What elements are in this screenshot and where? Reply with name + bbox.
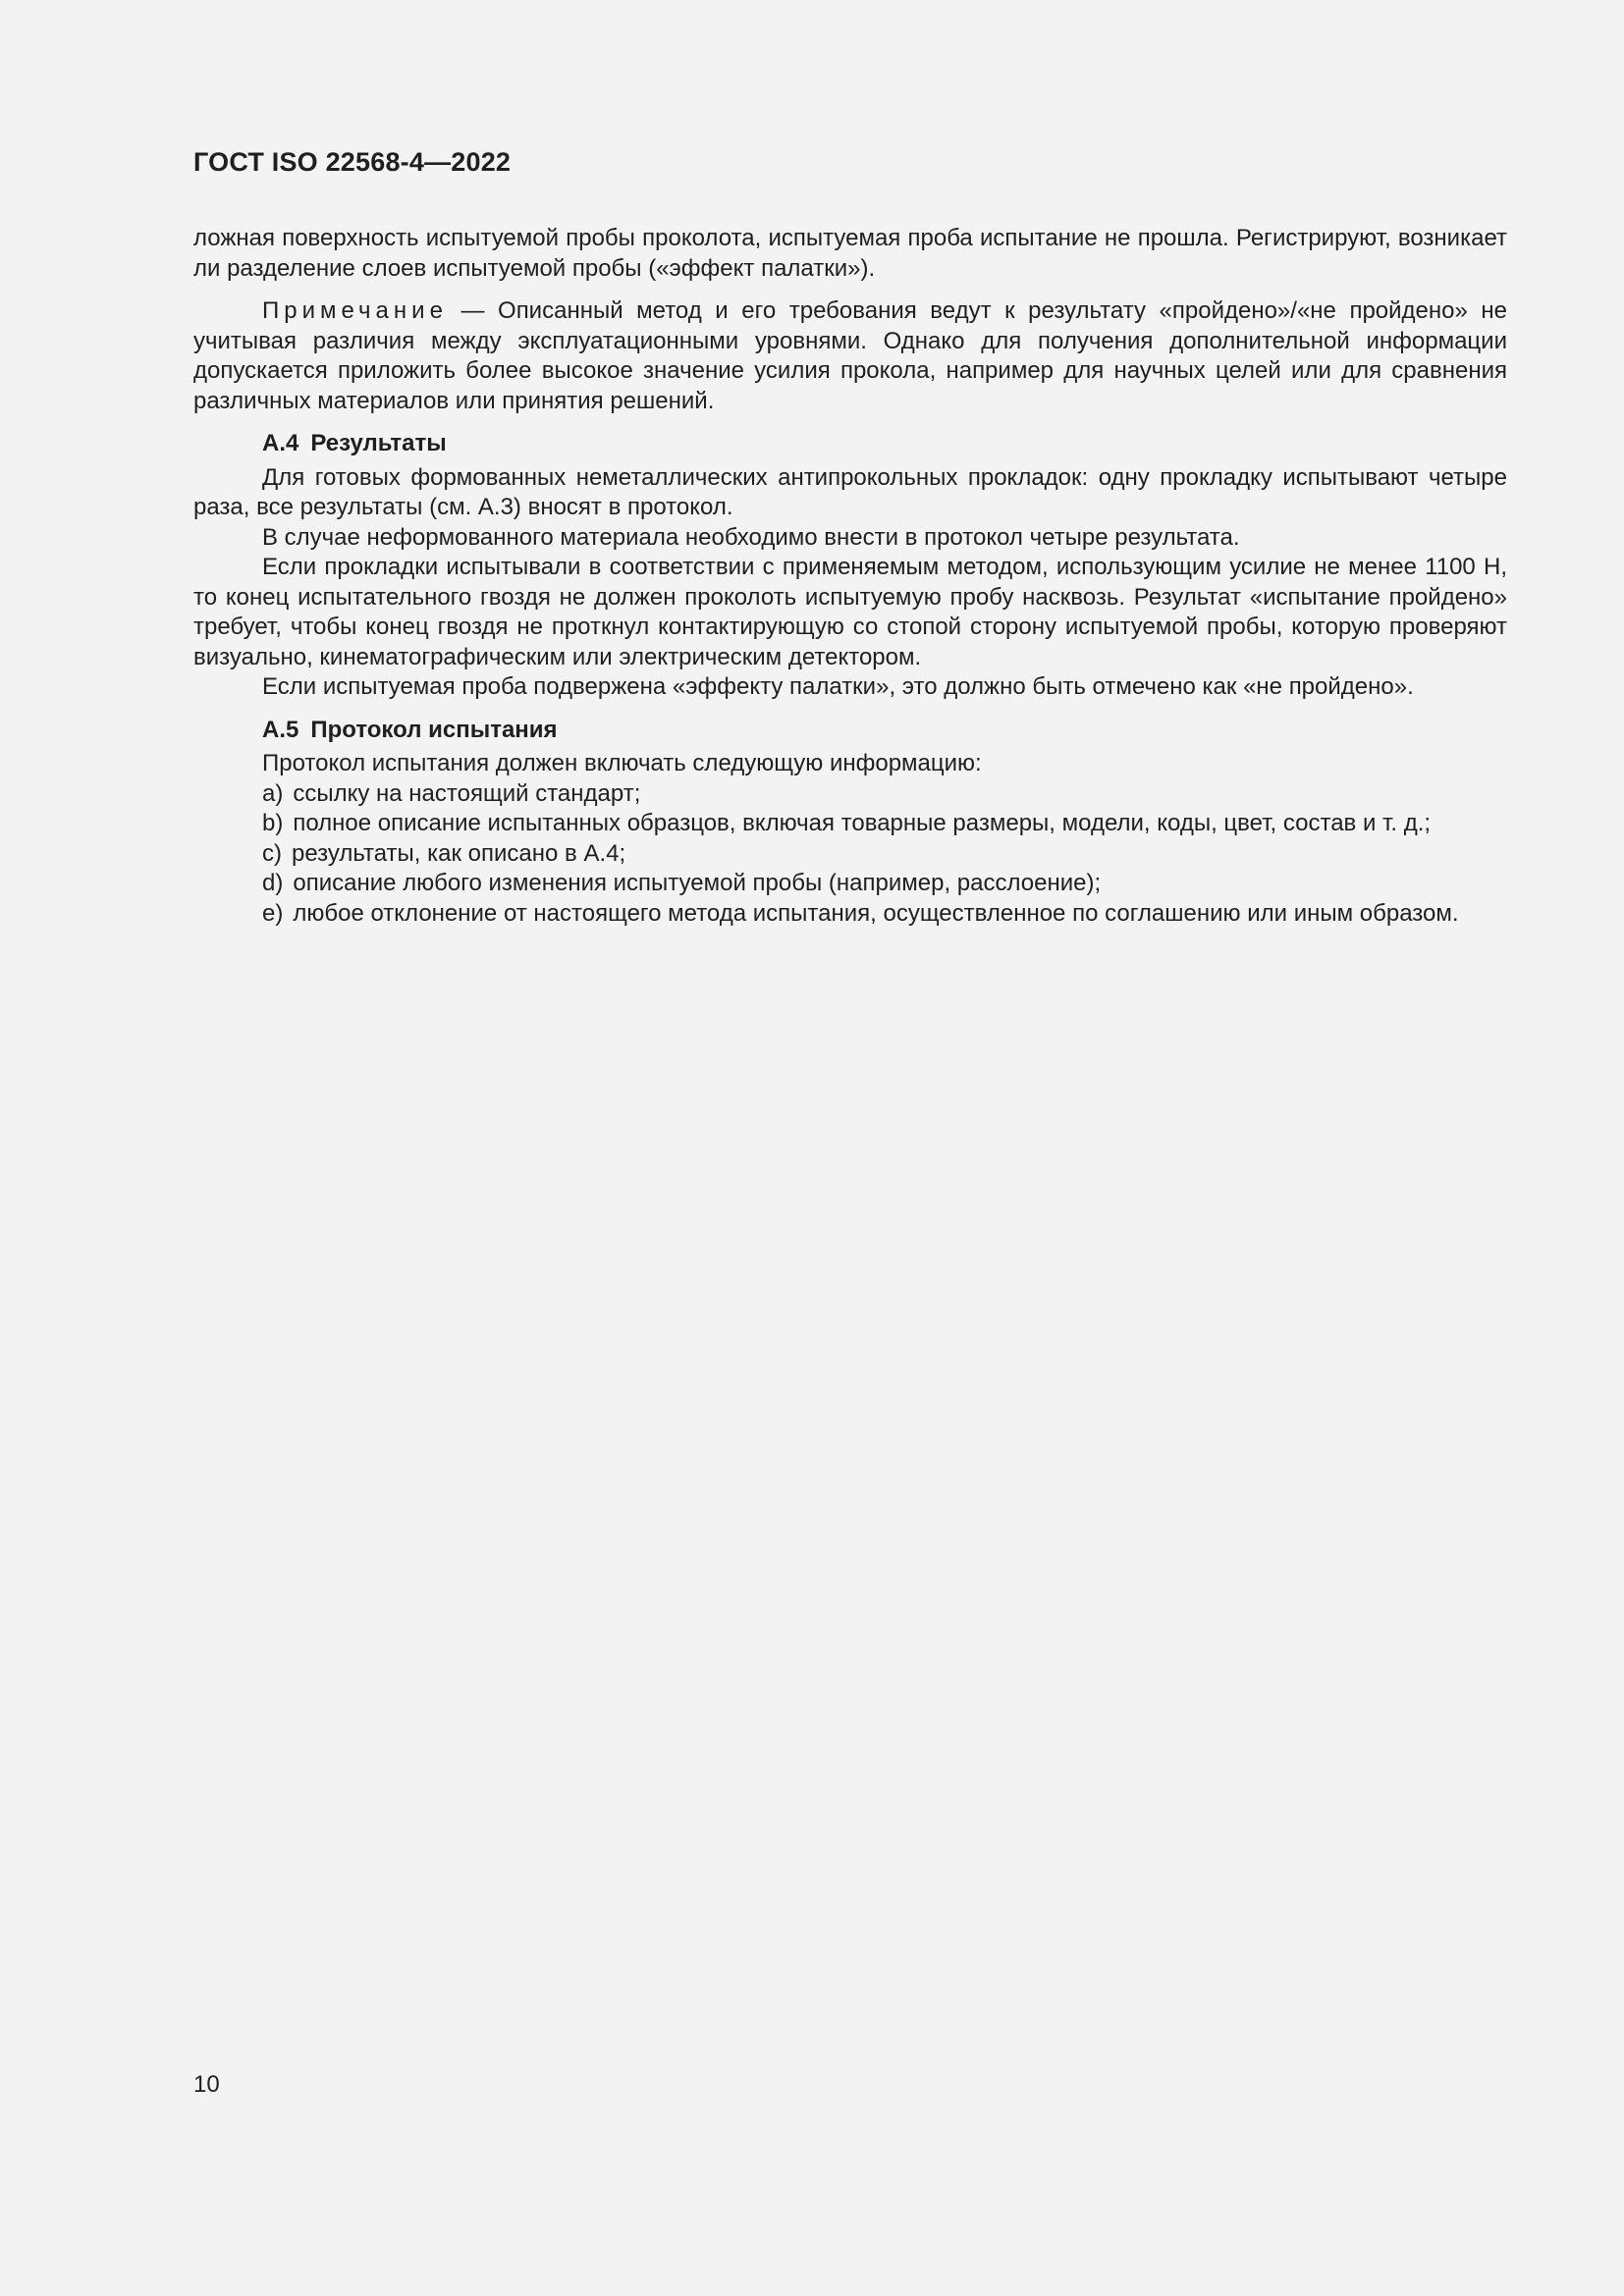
list-item-marker: b) — [262, 810, 284, 836]
section-a4-heading — [193, 429, 1507, 459]
list-item-marker: а) — [262, 779, 284, 807]
document-body — [193, 224, 1507, 929]
list-item-text: полное описание испытанных образцов, включая товарные размеры, модели, коды, цвет, состав и т. д.; — [293, 810, 1432, 836]
list-item-text: любое отклонение от настоящего метода испытания, осуществленное по соглашению или иным образом. — [293, 899, 1459, 927]
list-item — [193, 869, 1507, 899]
list-item — [193, 779, 1507, 810]
section-a4-paragraph-3: Если прокладки испытывали в соответствии с применяемым методом, использующим усилие не менее 1100 Н, то конец испытательного гвоздя не должен проколоть испытуемую пробу насквозь. Результат «испытание пройдено» требует, чтобы конец гвоздя не проткнул контактирующую со стопой сторону испытуемой пробы, которую проверяют визуально, кинематографическим или электрическим детектором. — [193, 554, 1507, 670]
list-item-marker: с) — [262, 839, 282, 867]
list-item-text: описание любого изменения испытуемой пробы (например, расслоение); — [293, 870, 1102, 896]
note-label: Примечание — [262, 297, 448, 324]
note-text: — Описанный метод и его требования ведут к результату «пройдено»/«не пройдено» не учитывая различия между эксплуатационными уровнями. Однако для получения дополнительной информации допускается приложить более высокое значение усилия прокола, например для научных целей или для сравнения различных материалов или принятия решений. — [193, 297, 1507, 414]
document-header: ГОСТ ISO 22568-4—2022 — [193, 147, 512, 177]
section-a4-paragraph-1: Для готовых формованных неметаллических антипрокольных прокладок: одну прокладку испытывают четыре раза, все результаты (см. А.3) вносят в протокол. — [193, 463, 1507, 520]
section-a5-intro: Протокол испытания должен включать следующую информацию: — [262, 750, 982, 776]
section-a4-paragraph-4: Если испытуемая проба подвержена «эффекту палатки», это должно быть отмечено как «не пройдено». — [262, 673, 1414, 700]
continuation-paragraph: ложная поверхность испытуемой пробы проколота, испытуемая проба испытание не прошла. Регистрируют, возникает ли разделение слоев испытуемой пробы («эффект палатки»). — [193, 225, 1507, 282]
section-a5-title: Протокол испытания — [310, 716, 558, 743]
section-a4-title: Результаты — [310, 430, 447, 456]
note-paragraph — [193, 296, 1507, 416]
list-item-marker: d) — [262, 870, 284, 896]
section-a4-paragraph-2: В случае неформованного материала необходимо внести в протокол четыре результата. — [262, 523, 1240, 551]
section-a4-number: А.4 — [262, 430, 299, 456]
section-a5-heading — [193, 716, 1507, 746]
list-item-text: ссылку на настоящий стандарт; — [293, 779, 641, 807]
section-a5-number: А.5 — [262, 716, 299, 743]
list-item — [193, 839, 1507, 870]
list-item-marker: е) — [262, 899, 284, 927]
list-item — [193, 809, 1507, 839]
list-item-text: результаты, как описано в А.4; — [292, 839, 626, 867]
page-number: 10 — [193, 2071, 220, 2098]
list-item — [193, 899, 1507, 930]
